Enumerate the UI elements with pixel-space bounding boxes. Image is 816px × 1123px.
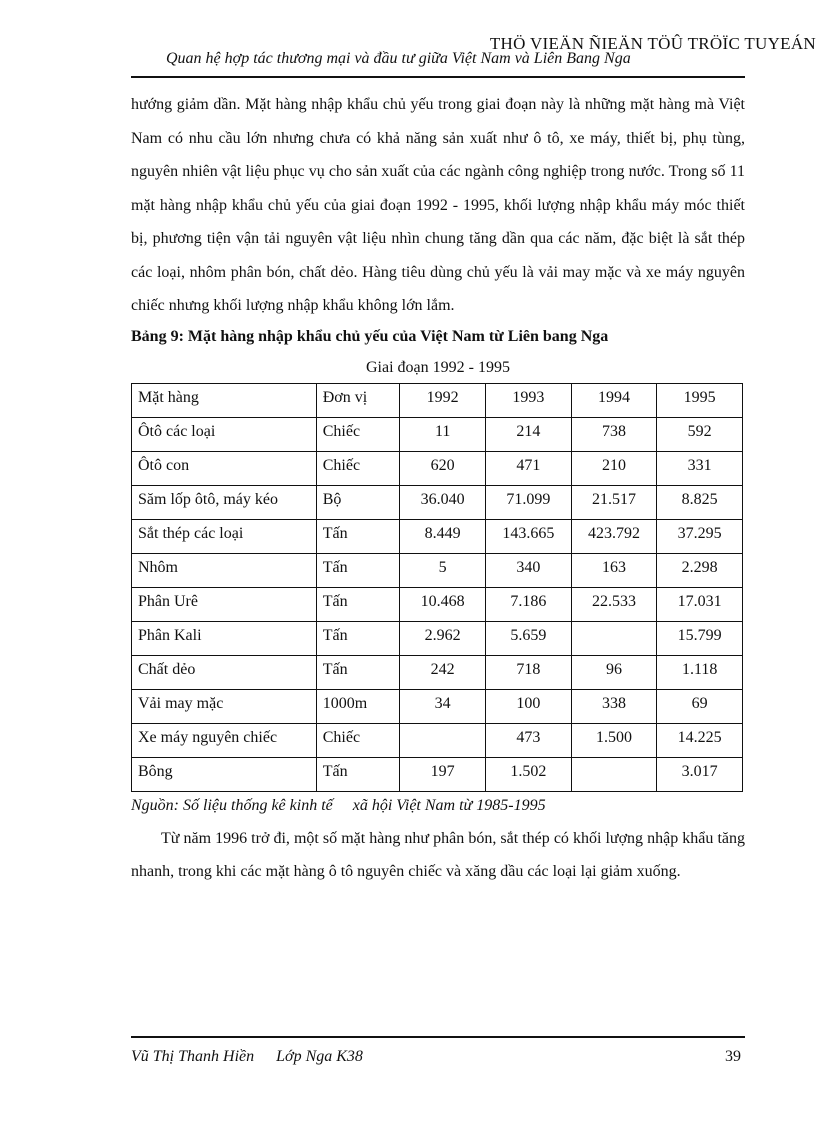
table-cell: Sắt thép các loại	[132, 519, 317, 553]
table-cell	[571, 621, 657, 655]
table-caption: Bảng 9: Mặt hàng nhập khẩu chủ yếu của Việt Nam từ Liên bang Nga	[131, 327, 609, 345]
library-watermark: THÖ VIEÄN ÑIEÄN TÖÛ TRÖÏC TUYEÁN	[489, 34, 816, 53]
document-header-title: Quan hệ hợp tác thương mại và đầu tư giữa Việt Nam và Liên Bang Nga	[166, 50, 631, 67]
table-cell: Tấn	[316, 553, 400, 587]
body-paragraph: Từ năm 1996 trở đi, một số mặt hàng như phân bón, sắt thép có khối lượng nhập khẩu tăng nhanh, trong khi các mặt hàng ô tô nguyên chiếc và xăng dầu các loại lại giảm xuống.	[131, 829, 745, 880]
footer-class: Lớp Nga K38	[276, 1048, 363, 1065]
table-row	[132, 723, 743, 757]
table-row	[132, 417, 743, 451]
table-cell: 210	[571, 451, 657, 485]
table-cell: Chiếc	[316, 723, 400, 757]
header-divider	[131, 76, 745, 78]
table-cell: Ôtô các loại	[132, 417, 317, 451]
table-cell: Chất dẻo	[132, 655, 317, 689]
table-cell: 8.449	[400, 519, 486, 553]
table-row	[132, 485, 743, 519]
page-footer	[131, 1048, 745, 1066]
table-cell: 340	[485, 553, 571, 587]
table-cell: 69	[657, 689, 743, 723]
table-cell: 71.099	[485, 485, 571, 519]
table-source: Nguồn: Số liệu thống kê kinh tế xã hội Việt Nam từ 1985-1995	[131, 796, 546, 814]
table-cell: 1.502	[485, 757, 571, 791]
table-cell: Chiếc	[316, 451, 400, 485]
table-row	[132, 757, 743, 791]
table-cell: 620	[400, 451, 486, 485]
table-cell: 214	[485, 417, 571, 451]
table-row	[132, 553, 743, 587]
table-cell: 473	[485, 723, 571, 757]
table-cell: 1.118	[657, 655, 743, 689]
page-number: 39	[725, 1048, 741, 1065]
table-cell: 331	[657, 451, 743, 485]
table-cell: 100	[485, 689, 571, 723]
table-cell: 15.799	[657, 621, 743, 655]
table-cell: 36.040	[400, 485, 486, 519]
table-cell: 10.468	[400, 587, 486, 621]
table-cell	[571, 757, 657, 791]
table-cell: Săm lốp ôtô, máy kéo	[132, 485, 317, 519]
table-cell: 242	[400, 655, 486, 689]
table-cell: 738	[571, 417, 657, 451]
table-cell: 471	[485, 451, 571, 485]
table-cell: Nhôm	[132, 553, 317, 587]
table-row	[132, 587, 743, 621]
page-content	[131, 88, 745, 889]
table-cell: 1000m	[316, 689, 400, 723]
header-cell: Đơn vị	[316, 383, 400, 417]
table-cell: 17.031	[657, 587, 743, 621]
table-cell: 2.298	[657, 553, 743, 587]
header-cell: Mặt hàng	[132, 383, 317, 417]
table-cell: Chiếc	[316, 417, 400, 451]
table-cell: 14.225	[657, 723, 743, 757]
table-cell: Tấn	[316, 587, 400, 621]
table-cell: 163	[571, 553, 657, 587]
table-cell: 2.962	[400, 621, 486, 655]
table-cell: 197	[400, 757, 486, 791]
table-cell: 21.517	[571, 485, 657, 519]
import-table	[131, 383, 743, 792]
table-cell: 3.017	[657, 757, 743, 791]
table-cell: 1.500	[571, 723, 657, 757]
table-cell: 5.659	[485, 621, 571, 655]
table-cell: 423.792	[571, 519, 657, 553]
table-cell: 8.825	[657, 485, 743, 519]
table-period: Giai đoạn 1992 - 1995	[366, 358, 510, 376]
table-cell: 5	[400, 553, 486, 587]
table-cell: 34	[400, 689, 486, 723]
header-cell: 1995	[657, 383, 743, 417]
table-row	[132, 451, 743, 485]
table-cell: Phân Kali	[132, 621, 317, 655]
table-cell: Vải may mặc	[132, 689, 317, 723]
table-cell: Bông	[132, 757, 317, 791]
footer-divider	[131, 1036, 745, 1038]
header-cell: 1992	[400, 383, 486, 417]
table-row	[132, 621, 743, 655]
body-paragraph: hướng giảm dần. Mặt hàng nhập khẩu chủ yếu trong giai đoạn này là những mặt hàng mà Việt Nam có nhu cầu lớn nhưng chưa có khả năng sản xuất như ô tô, xe máy, thiết bị, phụ tùng, nguyên nhiên vật liệu phục vụ cho sản xuất của các ngành công nghiệp trong nước. Trong số 11 mặt hàng nhập khẩu chủ yếu của giai đoạn 1992 - 1995, khối lượng nhập khẩu máy móc thiết bị, phương tiện vận tải nguyên vật liệu nhìn chung tăng dần qua các năm, đặc biệt là sắt thép các loại, nhôm phân bón, chất dẻo. Hàng tiêu dùng chủ yếu là vải may mặc và xe máy nguyên chiếc nhưng khối lượng nhập khẩu không lớn lắm.	[131, 96, 745, 314]
table-cell: Ôtô con	[132, 451, 317, 485]
table-cell: Tấn	[316, 655, 400, 689]
table-cell: 37.295	[657, 519, 743, 553]
table-cell: 22.533	[571, 587, 657, 621]
table-cell: Tấn	[316, 621, 400, 655]
table-cell: Phân Urê	[132, 587, 317, 621]
table-header-row	[132, 383, 743, 417]
table-cell: Tấn	[316, 519, 400, 553]
table-row	[132, 519, 743, 553]
footer-author: Vũ Thị Thanh Hiền	[131, 1048, 255, 1065]
table-row	[132, 655, 743, 689]
table-cell: Xe máy nguyên chiếc	[132, 723, 317, 757]
table-cell: 338	[571, 689, 657, 723]
header-cell: 1994	[571, 383, 657, 417]
table-cell: Bộ	[316, 485, 400, 519]
table-cell: 592	[657, 417, 743, 451]
table-cell: 143.665	[485, 519, 571, 553]
table-cell: 11	[400, 417, 486, 451]
table-cell: 96	[571, 655, 657, 689]
header-cell: 1993	[485, 383, 571, 417]
table-cell: Tấn	[316, 757, 400, 791]
table-cell: 718	[485, 655, 571, 689]
table-cell	[400, 723, 486, 757]
table-cell: 7.186	[485, 587, 571, 621]
table-row	[132, 689, 743, 723]
